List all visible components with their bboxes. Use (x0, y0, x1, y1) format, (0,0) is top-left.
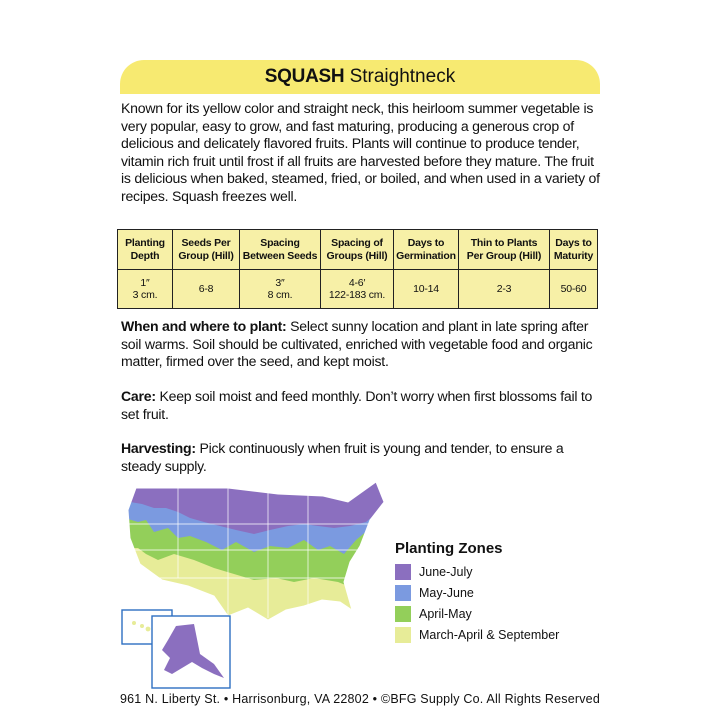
legend-label: April-May (419, 606, 472, 621)
header-seeds-per-group: Seeds Per Group (Hill) (173, 230, 240, 270)
legend-label: June-July (419, 564, 473, 579)
footer-address: 961 N. Liberty St. • Harrisonburg, VA 22802 • ©BFG Supply Co. All Rights Reserved (120, 692, 600, 706)
header-spacing-between-seeds: Spacing Between Seeds (240, 230, 321, 270)
when-where-label: When and where to plant: (121, 318, 287, 334)
when-where-section (121, 318, 601, 371)
header-days-to-maturity: Days to Maturity (550, 230, 598, 270)
legend-swatch-june-july (395, 564, 411, 580)
planting-zones-map (118, 478, 388, 690)
cell-days-to-germination: 10-14 (394, 270, 459, 309)
table-row (118, 270, 598, 309)
cell-spacing-between-seeds: 3″ 8 cm. (240, 270, 321, 309)
legend-title: Planting Zones (395, 540, 503, 557)
cell-thin-to-plants: 2-3 (459, 270, 550, 309)
title-crop: SQUASH (264, 66, 345, 87)
cell-seeds-per-group: 6-8 (173, 270, 240, 309)
legend-item (395, 603, 595, 624)
legend-item (395, 582, 595, 603)
care-text: Keep soil moist and feed monthly. Don’t worry when first blossoms fail to set fruit. (121, 388, 593, 422)
title-variety: Straightneck (344, 66, 456, 87)
header-spacing-of-groups: Spacing of Groups (Hill) (321, 230, 394, 270)
header-planting-depth: Planting Depth (118, 230, 173, 270)
cell-planting-depth: 1″ 3 cm. (118, 270, 173, 309)
legend-label: March-April & September (419, 627, 560, 642)
care-section (121, 388, 601, 423)
planting-table (117, 229, 598, 309)
legend-swatch-march-april-september (395, 627, 411, 643)
when-where-text: Select sunny location and plant in late spring after soil warms. Soil should be cultivated, enriched with vegetable food and organic matter, firmed over the seed, and kept moist. (121, 318, 593, 370)
harvesting-label: Harvesting: (121, 440, 196, 456)
legend-label: May-June (419, 585, 474, 600)
harvesting-text: Pick continuously when fruit is young and tender, to ensure a steady supply. (121, 440, 564, 474)
legend-swatch-may-june (395, 585, 411, 601)
header-days-to-germination: Days to Germination (394, 230, 459, 270)
planting-zones-legend (395, 540, 595, 645)
cell-spacing-of-groups: 4-6′ 122-183 cm. (321, 270, 394, 309)
header-thin-to-plants: Thin to Plants Per Group (Hill) (459, 230, 550, 270)
title-banner (120, 60, 600, 94)
legend-item (395, 561, 595, 582)
harvesting-section (121, 440, 601, 475)
care-label: Care: (121, 388, 156, 404)
description-paragraph: Known for its yellow color and straight neck, this heirloom summer vegetable is very popular, easy to grow, and fast maturing, producing a generous crop of delicious and delicately flavored fruits. Plants will continue to produce tender, vitamin rich fruit until frost if all fruits are harvested before they mature. The fruit is delicious when baked, steamed, fried, or boiled, and when used in a variety of recipes. Squash freezes well. (121, 100, 600, 204)
table-header-row (118, 230, 598, 270)
cell-days-to-maturity: 50-60 (550, 270, 598, 309)
legend-swatch-april-may (395, 606, 411, 622)
legend-item (395, 624, 595, 645)
